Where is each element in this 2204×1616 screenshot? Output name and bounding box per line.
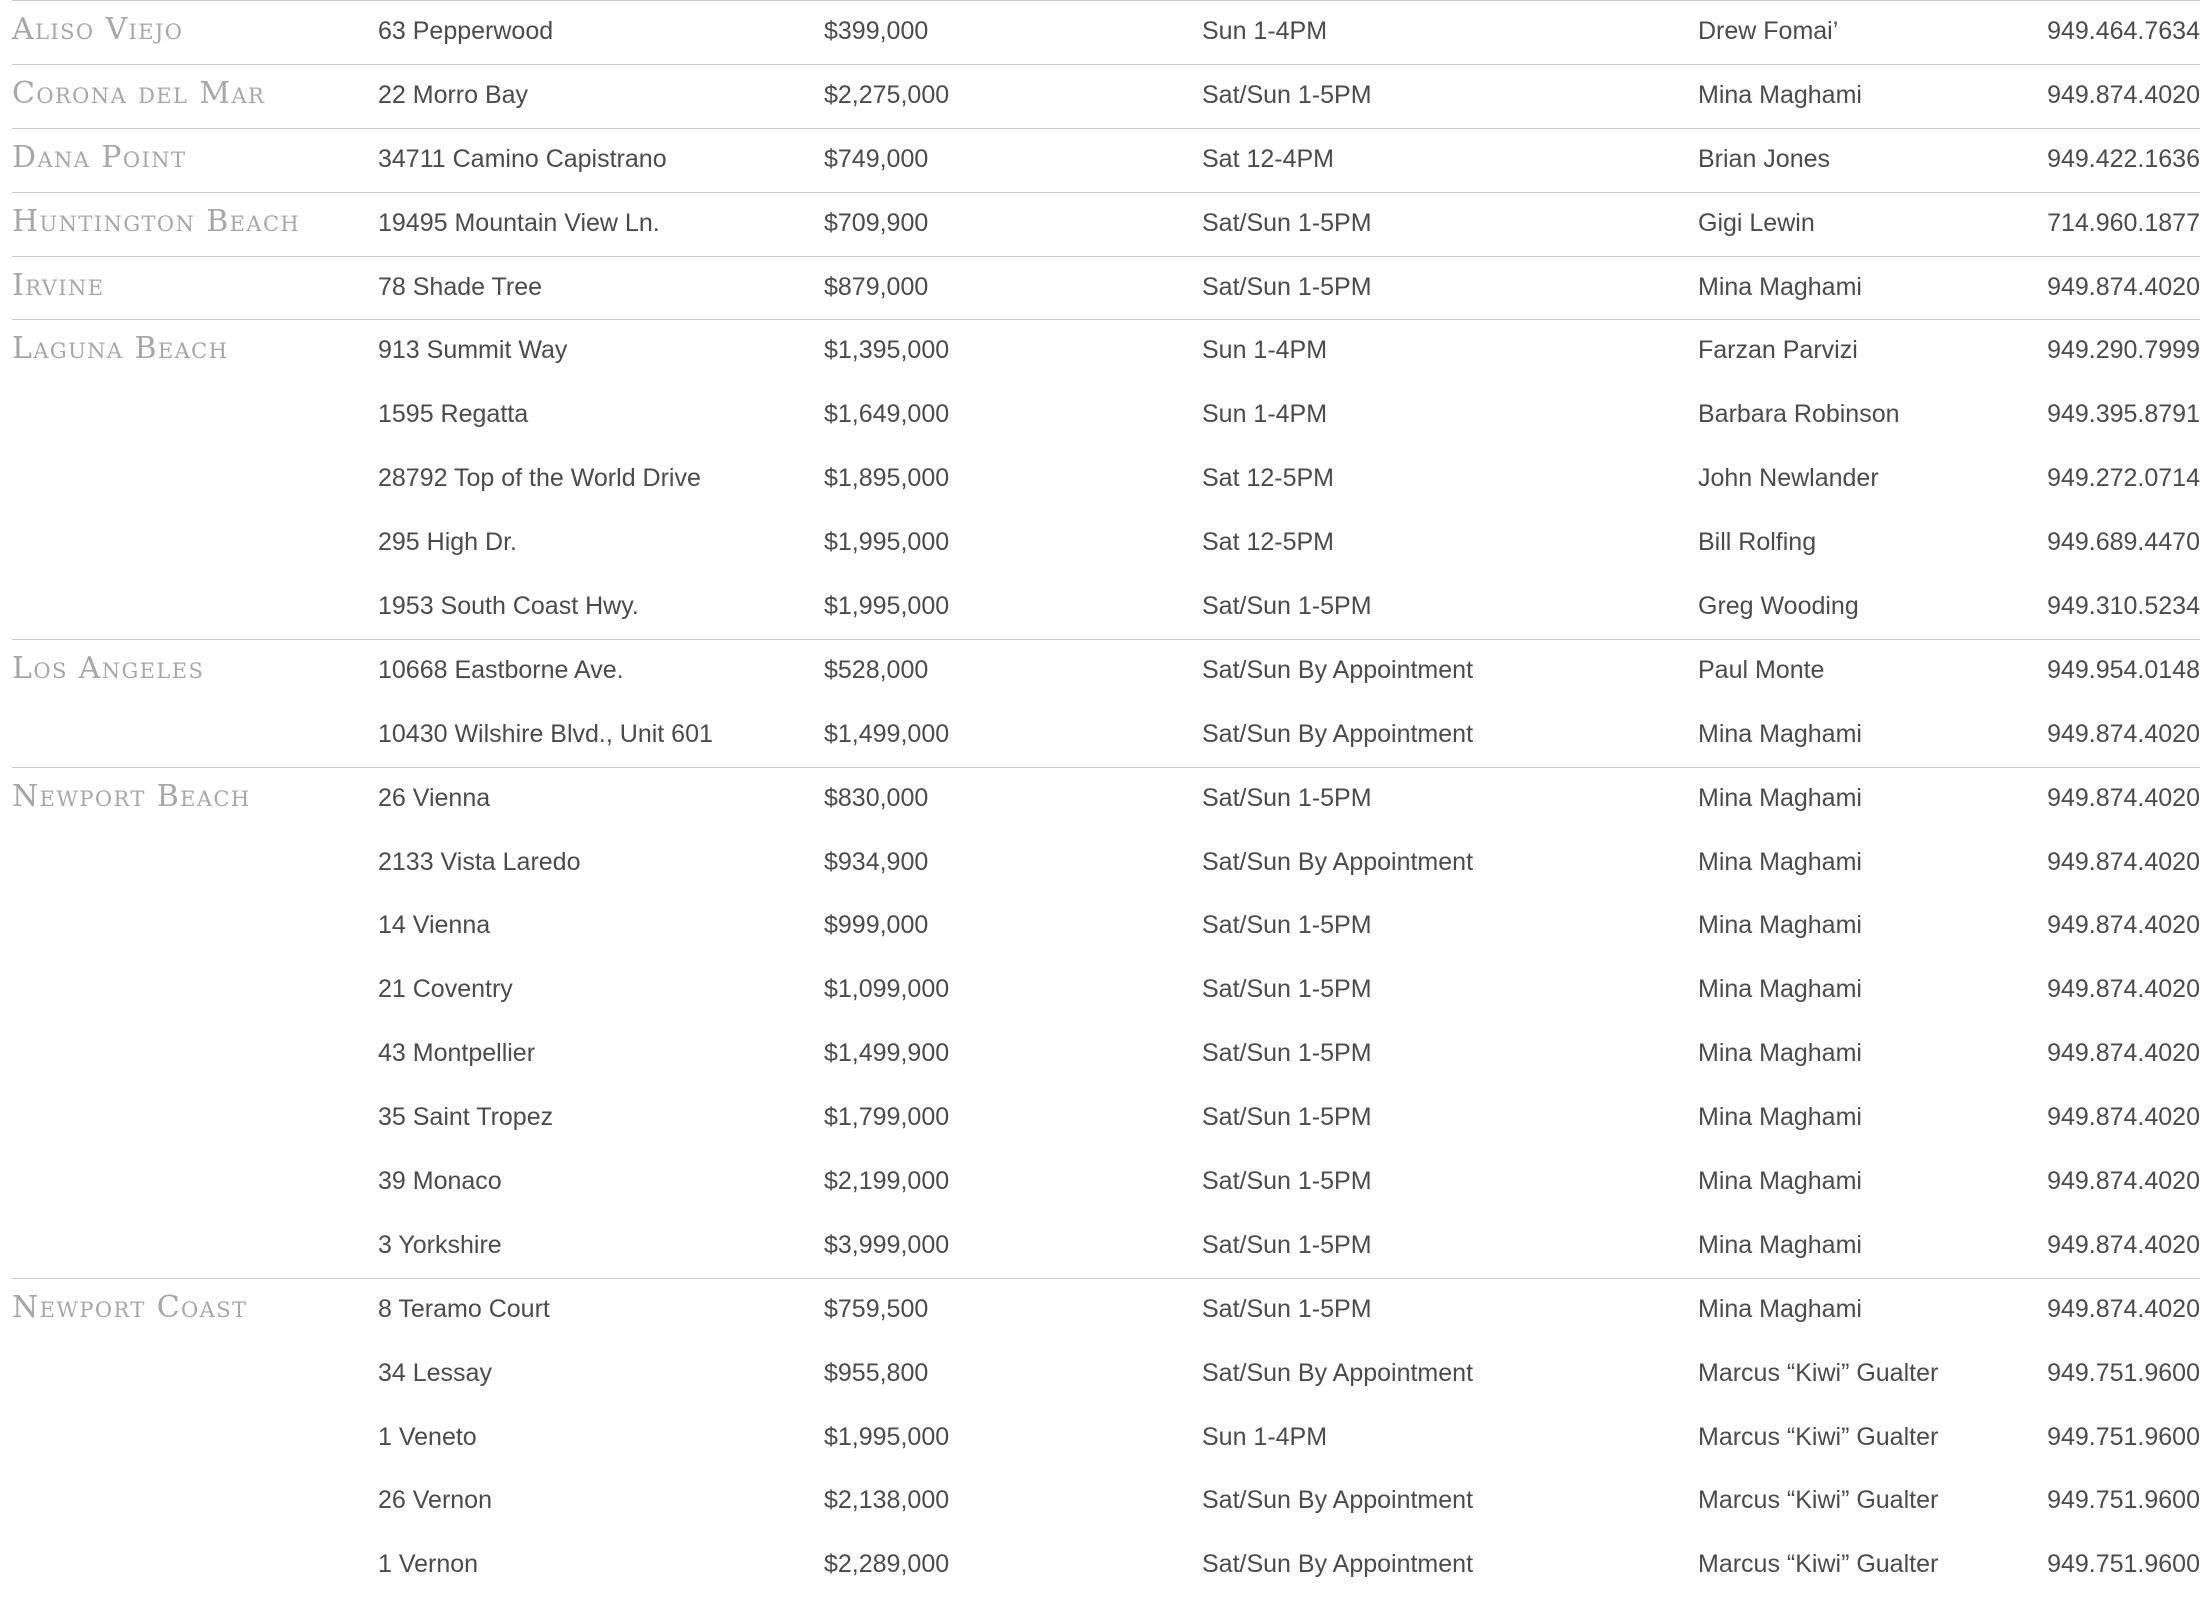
listing-phone: 714.960.1877 xyxy=(2047,208,2200,237)
listing-phone: 949.689.4470 xyxy=(2047,528,2200,557)
listing-agent: Bill Rolfing xyxy=(1698,528,1817,557)
listing-open-house-time: Sat/Sun 1-5PM xyxy=(1202,272,1372,301)
listing-address: 1 Vernon xyxy=(378,1550,479,1579)
listing-address: 19495 Mountain View Ln. xyxy=(378,208,660,237)
listing-agent: Marcus “Kiwi” Gualter xyxy=(1698,1422,1939,1451)
listing-open-house-time: Sat/Sun 1-5PM xyxy=(1202,80,1372,109)
listing-open-house-time: Sat/Sun By Appointment xyxy=(1202,1550,1474,1579)
listing-phone: 949.874.4020 xyxy=(2047,272,2200,301)
open-house-listing xyxy=(10,0,2200,1597)
listing-agent: Barbara Robinson xyxy=(1698,400,1900,429)
listing-open-house-time: Sat/Sun 1-5PM xyxy=(1202,1039,1372,1068)
listing-rows xyxy=(10,767,2200,1278)
listing-phone: 949.290.7999 xyxy=(2047,336,2200,365)
listing-address: 78 Shade Tree xyxy=(378,272,543,301)
listing-row xyxy=(10,64,2200,128)
listing-address: 913 Summit Way xyxy=(378,336,568,365)
city-name: Huntington Beach xyxy=(12,203,301,239)
listing-row xyxy=(10,575,2200,639)
listing-address: 28792 Top of the World Drive xyxy=(378,464,701,493)
listing-open-house-time: Sat/Sun 1-5PM xyxy=(1202,783,1372,812)
listing-phone: 949.874.4020 xyxy=(2047,1103,2200,1132)
listing-agent: Mina Maghami xyxy=(1698,975,1862,1004)
listing-price: $759,500 xyxy=(824,1294,929,1323)
city-name: Newport Coast xyxy=(12,1289,248,1325)
listing-phone: 949.874.4020 xyxy=(2047,80,2200,109)
listing-rows xyxy=(10,319,2200,638)
listing-price: $1,499,900 xyxy=(824,1039,950,1068)
city-group xyxy=(10,639,2200,767)
listing-rows xyxy=(10,128,2200,192)
listing-open-house-time: Sat 12-5PM xyxy=(1202,464,1335,493)
listing-phone: 949.874.4020 xyxy=(2047,1039,2200,1068)
listing-open-house-time: Sat/Sun 1-5PM xyxy=(1202,1230,1372,1259)
listing-price: $1,395,000 xyxy=(824,336,950,365)
listing-agent: Mina Maghami xyxy=(1698,911,1862,940)
listing-phone: 949.751.9600 xyxy=(2047,1550,2200,1579)
city-name: Newport Beach xyxy=(12,778,251,814)
listing-row xyxy=(10,1342,2200,1406)
listing-price: $1,099,000 xyxy=(824,975,950,1004)
listing-row xyxy=(10,894,2200,958)
listing-open-house-time: Sun 1-4PM xyxy=(1202,1422,1328,1451)
listing-phone: 949.874.4020 xyxy=(2047,1230,2200,1259)
listing-open-house-time: Sat/Sun By Appointment xyxy=(1202,655,1474,684)
listing-agent: Mina Maghami xyxy=(1698,272,1862,301)
listing-agent: Brian Jones xyxy=(1698,144,1831,173)
listing-row xyxy=(10,383,2200,447)
listing-row xyxy=(10,831,2200,895)
listing-phone: 949.464.7634 xyxy=(2047,17,2200,45)
listing-row xyxy=(10,256,2200,320)
listing-row xyxy=(10,319,2200,383)
listing-phone: 949.310.5234 xyxy=(2047,592,2200,621)
listing-phone: 949.954.0148 xyxy=(2047,655,2200,684)
city-group xyxy=(10,1278,2200,1597)
listing-address: 3 Yorkshire xyxy=(378,1230,502,1259)
city-group xyxy=(10,64,2200,128)
listing-agent: Gigi Lewin xyxy=(1698,208,1815,237)
listing-agent: Mina Maghami xyxy=(1698,1294,1862,1323)
listing-address: 2133 Vista Laredo xyxy=(378,847,581,876)
listing-agent: Mina Maghami xyxy=(1698,783,1862,812)
listing-address: 26 Vernon xyxy=(378,1486,492,1515)
listing-agent: Mina Maghami xyxy=(1698,719,1862,748)
listing-price: $1,499,000 xyxy=(824,719,950,748)
listing-open-house-time: Sat/Sun By Appointment xyxy=(1202,1358,1474,1387)
listing-open-house-time: Sun 1-4PM xyxy=(1202,17,1328,45)
listing-row xyxy=(10,511,2200,575)
listing-row xyxy=(10,1022,2200,1086)
listing-row xyxy=(10,1278,2200,1342)
listing-address: 1953 South Coast Hwy. xyxy=(378,592,639,621)
city-group xyxy=(10,0,2200,64)
listing-address: 43 Montpellier xyxy=(378,1039,536,1068)
listing-address: 22 Morro Bay xyxy=(378,80,529,109)
listing-open-house-time: Sun 1-4PM xyxy=(1202,400,1328,429)
listing-row xyxy=(10,958,2200,1022)
listing-rows xyxy=(10,0,2200,64)
listing-agent: Mina Maghami xyxy=(1698,1167,1862,1196)
listing-price: $999,000 xyxy=(824,911,929,940)
listing-address: 295 High Dr. xyxy=(378,528,517,557)
listing-agent: Paul Monte xyxy=(1698,655,1825,684)
listing-address: 14 Vienna xyxy=(378,911,491,940)
listing-price: $955,800 xyxy=(824,1358,929,1387)
listing-agent: Marcus “Kiwi” Gualter xyxy=(1698,1358,1939,1387)
listing-address: 34711 Camino Capistrano xyxy=(378,144,667,173)
city-name: Aliso Viejo xyxy=(12,12,184,47)
listing-agent: Farzan Parvizi xyxy=(1698,336,1858,365)
listing-phone: 949.874.4020 xyxy=(2047,975,2200,1004)
city-name: Corona del Mar xyxy=(12,75,266,111)
listing-phone: 949.751.9600 xyxy=(2047,1422,2200,1451)
listing-price: $2,138,000 xyxy=(824,1486,950,1515)
listing-row xyxy=(10,1150,2200,1214)
listing-row xyxy=(10,1406,2200,1470)
listing-rows xyxy=(10,639,2200,767)
listing-price: $2,289,000 xyxy=(824,1550,950,1579)
listing-agent: Drew Fomai’ xyxy=(1698,17,1839,45)
listing-address: 34 Lessay xyxy=(378,1358,492,1387)
city-group xyxy=(10,128,2200,192)
listing-phone: 949.272.0714 xyxy=(2047,464,2200,493)
city-name: Irvine xyxy=(12,267,105,303)
listing-price: $2,199,000 xyxy=(824,1167,950,1196)
listing-row xyxy=(10,1214,2200,1278)
listing-row xyxy=(10,1086,2200,1150)
listing-price: $934,900 xyxy=(824,847,929,876)
city-group xyxy=(10,256,2200,320)
listing-phone: 949.751.9600 xyxy=(2047,1486,2200,1515)
listing-phone: 949.874.4020 xyxy=(2047,783,2200,812)
listing-open-house-time: Sat/Sun By Appointment xyxy=(1202,719,1474,748)
listing-address: 35 Saint Tropez xyxy=(378,1103,554,1132)
listing-rows xyxy=(10,64,2200,128)
listing-open-house-time: Sat/Sun 1-5PM xyxy=(1202,975,1372,1004)
listing-agent: Greg Wooding xyxy=(1698,592,1859,621)
listing-row xyxy=(10,192,2200,256)
listing-price: $879,000 xyxy=(824,272,929,301)
listing-phone: 949.874.4020 xyxy=(2047,1167,2200,1196)
listing-address: 21 Coventry xyxy=(378,975,513,1004)
listing-address: 1595 Regatta xyxy=(378,400,529,429)
listing-agent: Mina Maghami xyxy=(1698,847,1862,876)
listing-open-house-time: Sat/Sun 1-5PM xyxy=(1202,911,1372,940)
listing-phone: 949.422.1636 xyxy=(2047,144,2200,173)
listing-price: $3,999,000 xyxy=(824,1230,950,1259)
listing-row xyxy=(10,767,2200,831)
listing-price: $830,000 xyxy=(824,783,929,812)
city-name: Dana Point xyxy=(12,139,187,175)
listing-phone: 949.874.4020 xyxy=(2047,847,2200,876)
city-group xyxy=(10,319,2200,638)
listing-open-house-time: Sat 12-4PM xyxy=(1202,144,1335,173)
listing-agent: Mina Maghami xyxy=(1698,1103,1862,1132)
listing-price: $1,895,000 xyxy=(824,464,950,493)
listing-agent: Mina Maghami xyxy=(1698,1230,1862,1259)
city-group xyxy=(10,192,2200,256)
listing-price: $1,995,000 xyxy=(824,592,950,621)
listing-phone: 949.874.4020 xyxy=(2047,719,2200,748)
listing-price: $1,799,000 xyxy=(824,1103,950,1132)
listing-price: $399,000 xyxy=(824,17,929,45)
listing-price: $1,995,000 xyxy=(824,528,950,557)
listing-row xyxy=(10,0,2200,64)
listing-price: $1,649,000 xyxy=(824,400,950,429)
listing-open-house-time: Sat/Sun 1-5PM xyxy=(1202,592,1372,621)
listing-open-house-time: Sat/Sun 1-5PM xyxy=(1202,208,1372,237)
listing-row xyxy=(10,447,2200,511)
listing-open-house-time: Sat/Sun 1-5PM xyxy=(1202,1294,1372,1323)
listing-agent: Marcus “Kiwi” Gualter xyxy=(1698,1550,1939,1579)
listing-row xyxy=(10,128,2200,192)
listing-rows xyxy=(10,256,2200,320)
listing-address: 10668 Eastborne Ave. xyxy=(378,655,624,684)
listing-open-house-time: Sat/Sun By Appointment xyxy=(1202,1486,1474,1515)
listing-address: 63 Pepperwood xyxy=(378,17,554,45)
listing-open-house-time: Sat 12-5PM xyxy=(1202,528,1335,557)
listing-rows xyxy=(10,1278,2200,1597)
city-name: Los Angeles xyxy=(12,650,205,686)
listing-address: 26 Vienna xyxy=(378,783,491,812)
listing-phone: 949.751.9600 xyxy=(2047,1358,2200,1387)
listing-price: $1,995,000 xyxy=(824,1422,950,1451)
city-group xyxy=(10,767,2200,1278)
listing-rows xyxy=(10,192,2200,256)
listing-row xyxy=(10,1533,2200,1597)
listing-open-house-time: Sat/Sun 1-5PM xyxy=(1202,1167,1372,1196)
listing-phone: 949.874.4020 xyxy=(2047,911,2200,940)
listing-row xyxy=(10,703,2200,767)
listing-address: 10430 Wilshire Blvd., Unit 601 xyxy=(378,719,713,748)
listing-open-house-time: Sat/Sun By Appointment xyxy=(1202,847,1474,876)
listing-row xyxy=(10,1469,2200,1533)
city-name: Laguna Beach xyxy=(12,331,229,367)
listing-open-house-time: Sat/Sun 1-5PM xyxy=(1202,1103,1372,1132)
listing-price: $528,000 xyxy=(824,655,929,684)
listing-phone: 949.874.4020 xyxy=(2047,1294,2200,1323)
listing-address: 1 Veneto xyxy=(378,1422,477,1451)
listing-agent: Mina Maghami xyxy=(1698,1039,1862,1068)
listing-phone: 949.395.8791 xyxy=(2047,400,2200,429)
listing-address: 8 Teramo Court xyxy=(378,1294,550,1323)
listing-address: 39 Monaco xyxy=(378,1167,502,1196)
listing-price: $749,000 xyxy=(824,144,929,173)
listing-open-house-time: Sun 1-4PM xyxy=(1202,336,1328,365)
listing-price: $709,900 xyxy=(824,208,929,237)
listing-agent: John Newlander xyxy=(1698,464,1879,493)
listing-agent: Mina Maghami xyxy=(1698,80,1862,109)
listing-row xyxy=(10,639,2200,703)
listing-agent: Marcus “Kiwi” Gualter xyxy=(1698,1486,1939,1515)
listing-price: $2,275,000 xyxy=(824,80,950,109)
